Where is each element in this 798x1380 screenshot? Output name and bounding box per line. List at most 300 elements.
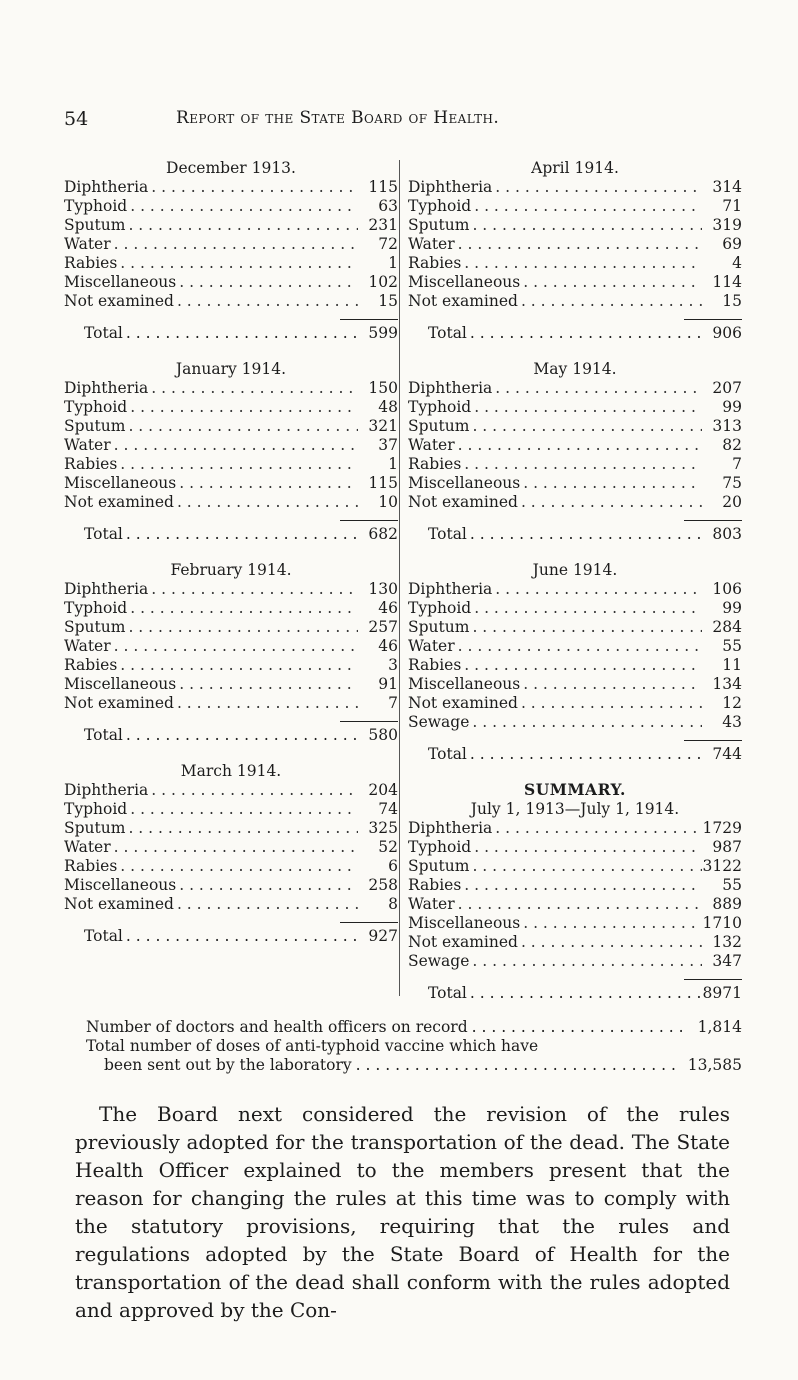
- leader-dots: [471, 599, 702, 618]
- leader-dots: [174, 694, 358, 713]
- row-label: Water: [408, 436, 455, 454]
- leader-dots: [117, 254, 358, 273]
- table-row: [408, 273, 742, 292]
- row-value: 55: [722, 637, 742, 655]
- row-label: Water: [408, 235, 455, 253]
- total-value: 906: [712, 324, 742, 342]
- row-value: 987: [712, 838, 742, 856]
- table-row: [408, 618, 742, 637]
- leader-dots: [148, 580, 358, 599]
- leader-dots: [468, 1018, 682, 1037]
- row-value: 75: [722, 474, 742, 492]
- leader-dots: [148, 781, 358, 800]
- row-label: Sputum: [64, 417, 126, 435]
- table-row: [64, 292, 398, 311]
- month-block: [64, 560, 398, 745]
- row-value: 7: [388, 694, 398, 712]
- row-label: Not examined: [64, 895, 174, 913]
- row-label: Rabies: [408, 455, 462, 473]
- table-row: [408, 838, 742, 857]
- table-row: [64, 819, 398, 838]
- leader-dots: [174, 292, 358, 311]
- row-label: Not examined: [64, 292, 174, 310]
- month-block: [64, 761, 398, 946]
- row-label: Miscellaneous: [408, 675, 521, 693]
- total-row: [408, 525, 742, 544]
- table-row: [64, 599, 398, 618]
- row-label: Sewage: [408, 713, 470, 731]
- running-title: Report of the State Board of Health.: [176, 108, 500, 128]
- table-row: [408, 216, 742, 235]
- month-title: February 1914.: [170, 561, 292, 579]
- doctors-count-label: Number of doctors and health officers on record: [86, 1018, 468, 1036]
- total-rule: [684, 979, 742, 980]
- month-title: April 1914.: [531, 159, 619, 177]
- summary-period: July 1, 1913—July 1, 1914.: [470, 800, 680, 818]
- row-label: Diphtheria: [64, 781, 149, 799]
- leader-dots: [176, 876, 358, 895]
- row-value: 99: [722, 599, 742, 617]
- leader-dots: [352, 1056, 682, 1075]
- leader-dots: [492, 379, 702, 398]
- row-value: 150: [368, 379, 398, 397]
- table-row: [408, 637, 742, 656]
- leader-dots: [467, 324, 702, 343]
- table-row: [64, 254, 398, 273]
- leader-dots: [492, 819, 702, 838]
- row-label: Diphtheria: [408, 580, 493, 598]
- table-row: [408, 819, 742, 838]
- leader-dots: [469, 618, 702, 637]
- table-row: [408, 493, 742, 512]
- row-label: Diphtheria: [408, 178, 493, 196]
- row-value: 1: [388, 455, 398, 473]
- leader-dots: [176, 273, 358, 292]
- row-label: Sewage: [408, 952, 470, 970]
- row-label: Rabies: [408, 656, 462, 674]
- leader-dots: [520, 914, 702, 933]
- leader-dots: [111, 436, 358, 455]
- row-value: 8: [388, 895, 398, 913]
- row-value: 69: [722, 235, 742, 253]
- leader-dots: [455, 235, 702, 254]
- row-label: Typhoid: [408, 398, 472, 416]
- leader-dots: [123, 927, 358, 946]
- row-label: Diphtheria: [408, 819, 493, 837]
- row-value: 204: [368, 781, 398, 799]
- leader-dots: [111, 838, 358, 857]
- row-value: 46: [378, 599, 398, 617]
- leader-dots: [467, 984, 702, 1003]
- doctors-count-row: [86, 1018, 742, 1037]
- total-value: 682: [368, 525, 398, 543]
- leader-dots: [467, 745, 702, 764]
- leader-dots: [117, 656, 358, 675]
- table-row: [408, 656, 742, 675]
- row-value: 7: [732, 455, 742, 473]
- leader-dots: [123, 726, 358, 745]
- row-label: Diphtheria: [64, 580, 149, 598]
- row-label: Miscellaneous: [64, 474, 177, 492]
- row-value: 11: [722, 656, 742, 674]
- table-row: [64, 398, 398, 417]
- leader-dots: [125, 216, 358, 235]
- row-label: Diphtheria: [64, 178, 149, 196]
- table-row: [64, 436, 398, 455]
- leader-dots: [117, 455, 358, 474]
- row-value: 106: [712, 580, 742, 598]
- row-label: Typhoid: [64, 599, 128, 617]
- table-row: [64, 178, 398, 197]
- row-value: 63: [378, 197, 398, 215]
- row-label: Sputum: [64, 216, 126, 234]
- row-value: 889: [712, 895, 742, 913]
- table-row: [408, 895, 742, 914]
- leader-dots: [518, 493, 702, 512]
- table-row: [64, 455, 398, 474]
- row-label: Sputum: [408, 216, 470, 234]
- table-row: [64, 273, 398, 292]
- row-value: 43: [722, 713, 742, 731]
- row-label: Typhoid: [408, 599, 472, 617]
- row-label: Water: [64, 838, 111, 856]
- row-label: Miscellaneous: [408, 273, 521, 291]
- total-row: [64, 525, 398, 544]
- doses-count-row-1: [86, 1037, 742, 1056]
- total-rule: [684, 319, 742, 320]
- row-value: 82: [722, 436, 742, 454]
- doses-count-label-2: been sent out by the laboratory: [104, 1056, 352, 1074]
- total-row: [64, 324, 398, 343]
- table-row: [408, 474, 742, 493]
- leader-dots: [461, 455, 702, 474]
- table-row: [408, 178, 742, 197]
- row-value: 1729: [702, 819, 742, 837]
- row-label: Typhoid: [408, 838, 472, 856]
- row-label: Miscellaneous: [64, 675, 177, 693]
- row-value: 325: [368, 819, 398, 837]
- total-row: [64, 726, 398, 745]
- table-row: [408, 398, 742, 417]
- table-row: [408, 857, 742, 876]
- row-label: Water: [64, 436, 111, 454]
- table-row: [64, 876, 398, 895]
- row-label: Not examined: [64, 694, 174, 712]
- leader-dots: [174, 895, 358, 914]
- leader-dots: [518, 292, 702, 311]
- table-row: [64, 235, 398, 254]
- row-value: 46: [378, 637, 398, 655]
- leader-dots: [520, 273, 702, 292]
- row-value: 134: [712, 675, 742, 693]
- row-label: Typhoid: [64, 197, 128, 215]
- leader-dots: [123, 525, 358, 544]
- doses-count-label-1: Total number of doses of anti-typhoid vaccine which have: [86, 1037, 539, 1055]
- total-rule: [340, 520, 398, 521]
- total-row: [408, 324, 742, 343]
- table-row: [64, 379, 398, 398]
- row-label: Not examined: [408, 292, 518, 310]
- row-label: Miscellaneous: [64, 876, 177, 894]
- table-row: [408, 455, 742, 474]
- leader-dots: [469, 713, 702, 732]
- table-row: [408, 235, 742, 254]
- leader-dots: [492, 580, 702, 599]
- total-value: 580: [368, 726, 398, 744]
- total-label: Total: [428, 324, 467, 342]
- month-title: June 1914.: [532, 561, 618, 579]
- row-label: Sputum: [64, 618, 126, 636]
- total-rule: [340, 922, 398, 923]
- leader-dots: [176, 474, 358, 493]
- page-header: [64, 108, 740, 134]
- leader-dots: [520, 474, 702, 493]
- row-value: 15: [722, 292, 742, 310]
- row-label: Rabies: [408, 254, 462, 272]
- row-value: 102: [368, 273, 398, 291]
- row-label: Rabies: [64, 656, 118, 674]
- table-row: [408, 933, 742, 952]
- row-value: 321: [368, 417, 398, 435]
- leader-dots: [111, 235, 358, 254]
- row-value: 130: [368, 580, 398, 598]
- row-value: 4: [732, 254, 742, 272]
- row-value: 10: [378, 493, 398, 511]
- leader-dots: [469, 857, 702, 876]
- leader-dots: [176, 675, 358, 694]
- left-column: [64, 158, 398, 962]
- total-rule: [340, 721, 398, 722]
- table-row: [64, 618, 398, 637]
- month-title: May 1914.: [533, 360, 617, 378]
- footer-statistics: [86, 1018, 742, 1075]
- leader-dots: [518, 694, 702, 713]
- row-label: Miscellaneous: [408, 914, 521, 932]
- row-label: Typhoid: [64, 398, 128, 416]
- leader-dots: [471, 838, 702, 857]
- table-row: [408, 197, 742, 216]
- total-label: Total: [428, 984, 467, 1002]
- row-value: 132: [712, 933, 742, 951]
- leader-dots: [127, 800, 358, 819]
- row-label: Rabies: [64, 254, 118, 272]
- doses-count-row-2: [86, 1056, 742, 1075]
- row-label: Typhoid: [408, 197, 472, 215]
- leader-dots: [520, 675, 702, 694]
- leader-dots: [469, 417, 702, 436]
- total-value: 927: [368, 927, 398, 945]
- row-label: Water: [408, 895, 455, 913]
- table-row: [64, 580, 398, 599]
- row-label: Water: [64, 637, 111, 655]
- leader-dots: [455, 895, 702, 914]
- doctors-count-value: 1,814: [697, 1018, 742, 1036]
- table-row: [408, 876, 742, 895]
- row-value: 1: [388, 254, 398, 272]
- row-label: Rabies: [64, 857, 118, 875]
- row-label: Sputum: [64, 819, 126, 837]
- table-row: [64, 675, 398, 694]
- table-row: [64, 656, 398, 675]
- leader-dots: [471, 398, 702, 417]
- table-row: [64, 781, 398, 800]
- month-block: [408, 359, 742, 544]
- total-rule: [340, 319, 398, 320]
- table-row: [408, 379, 742, 398]
- row-label: Miscellaneous: [64, 273, 177, 291]
- total-value: 8971: [702, 984, 742, 1002]
- leader-dots: [492, 178, 702, 197]
- row-value: 3: [388, 656, 398, 674]
- leader-dots: [125, 819, 358, 838]
- table-row: [408, 599, 742, 618]
- row-value: 71: [722, 197, 742, 215]
- row-value: 72: [378, 235, 398, 253]
- row-value: 115: [368, 474, 398, 492]
- leader-dots: [148, 178, 358, 197]
- row-label: Rabies: [64, 455, 118, 473]
- row-value: 74: [378, 800, 398, 818]
- table-row: [64, 800, 398, 819]
- row-value: 114: [712, 273, 742, 291]
- leader-dots: [148, 379, 358, 398]
- summary-block: [408, 780, 742, 1003]
- total-label: Total: [428, 525, 467, 543]
- total-label: Total: [84, 324, 123, 342]
- body-paragraph: The Board next considered the revision of the rules previously adopted for the transportation of the dead. The State Health Officer explained to the members present that the reason for changing the rules at this time was to comply with the statutory provisions, requiring that the rules and regulations adopted by the State Board of Health for the transportation of the dead shall conform with the rules adopted and approved by the Con-: [75, 1102, 730, 1322]
- total-row: [64, 927, 398, 946]
- row-value: 1710: [702, 914, 742, 932]
- leader-dots: [127, 398, 358, 417]
- table-row: [408, 675, 742, 694]
- row-label: Sputum: [408, 618, 470, 636]
- leader-dots: [467, 525, 702, 544]
- row-label: Not examined: [408, 694, 518, 712]
- row-value: 258: [368, 876, 398, 894]
- table-row: [64, 838, 398, 857]
- leader-dots: [461, 876, 702, 895]
- table-row: [408, 292, 742, 311]
- table-row: [64, 694, 398, 713]
- row-value: 15: [378, 292, 398, 310]
- row-label: Diphtheria: [408, 379, 493, 397]
- table-row: [408, 254, 742, 273]
- row-label: Not examined: [408, 933, 518, 951]
- row-label: Water: [64, 235, 111, 253]
- row-value: 207: [712, 379, 742, 397]
- right-column: [408, 158, 742, 1019]
- leader-dots: [469, 216, 702, 235]
- leader-dots: [127, 197, 358, 216]
- row-value: 48: [378, 398, 398, 416]
- total-label: Total: [84, 525, 123, 543]
- total-value: 744: [712, 745, 742, 763]
- row-value: 6: [388, 857, 398, 875]
- total-value: 803: [712, 525, 742, 543]
- row-value: 12: [722, 694, 742, 712]
- table-row: [408, 952, 742, 971]
- row-value: 231: [368, 216, 398, 234]
- row-label: Rabies: [408, 876, 462, 894]
- table-row: [408, 713, 742, 732]
- total-label: Total: [84, 927, 123, 945]
- total-row: [408, 984, 742, 1003]
- table-row: [64, 197, 398, 216]
- table-row: [64, 216, 398, 235]
- row-value: 284: [712, 618, 742, 636]
- table-row: [64, 417, 398, 436]
- total-rule: [684, 520, 742, 521]
- leader-dots: [125, 618, 358, 637]
- total-label: Total: [84, 726, 123, 744]
- row-value: 313: [712, 417, 742, 435]
- month-title: December 1913.: [166, 159, 296, 177]
- month-block: [64, 158, 398, 343]
- row-label: Sputum: [408, 417, 470, 435]
- row-value: 257: [368, 618, 398, 636]
- table-row: [408, 436, 742, 455]
- table-row: [64, 493, 398, 512]
- row-label: Typhoid: [64, 800, 128, 818]
- row-label: Sputum: [408, 857, 470, 875]
- table-row: [408, 914, 742, 933]
- leader-dots: [461, 656, 702, 675]
- row-label: Miscellaneous: [408, 474, 521, 492]
- month-block: [408, 158, 742, 343]
- leader-dots: [471, 197, 702, 216]
- leader-dots: [125, 417, 358, 436]
- leader-dots: [518, 933, 702, 952]
- summary-title: SUMMARY.: [524, 780, 626, 799]
- row-value: 55: [722, 876, 742, 894]
- row-value: 347: [712, 952, 742, 970]
- row-label: Diphtheria: [64, 379, 149, 397]
- table-row: [64, 857, 398, 876]
- leader-dots: [455, 436, 702, 455]
- leader-dots: [174, 493, 358, 512]
- row-value: 3122: [702, 857, 742, 875]
- row-value: 52: [378, 838, 398, 856]
- month-title: January 1914.: [175, 360, 287, 378]
- row-label: Not examined: [408, 493, 518, 511]
- row-value: 91: [378, 675, 398, 693]
- table-row: [64, 474, 398, 493]
- total-label: Total: [428, 745, 467, 763]
- leader-dots: [455, 637, 702, 656]
- table-row: [408, 694, 742, 713]
- column-divider: [399, 160, 400, 996]
- leader-dots: [111, 637, 358, 656]
- page-number: 54: [64, 108, 89, 130]
- table-row: [64, 637, 398, 656]
- table-row: [408, 417, 742, 436]
- leader-dots: [127, 599, 358, 618]
- leader-dots: [469, 952, 702, 971]
- total-rule: [684, 740, 742, 741]
- leader-dots: [117, 857, 358, 876]
- row-value: 314: [712, 178, 742, 196]
- leader-dots: [123, 324, 358, 343]
- total-row: [408, 745, 742, 764]
- row-value: 37: [378, 436, 398, 454]
- row-value: 99: [722, 398, 742, 416]
- table-row: [408, 580, 742, 599]
- leader-dots: [461, 254, 702, 273]
- doses-count-value: 13,585: [687, 1056, 742, 1074]
- row-value: 20: [722, 493, 742, 511]
- month-block: [408, 560, 742, 764]
- total-value: 599: [368, 324, 398, 342]
